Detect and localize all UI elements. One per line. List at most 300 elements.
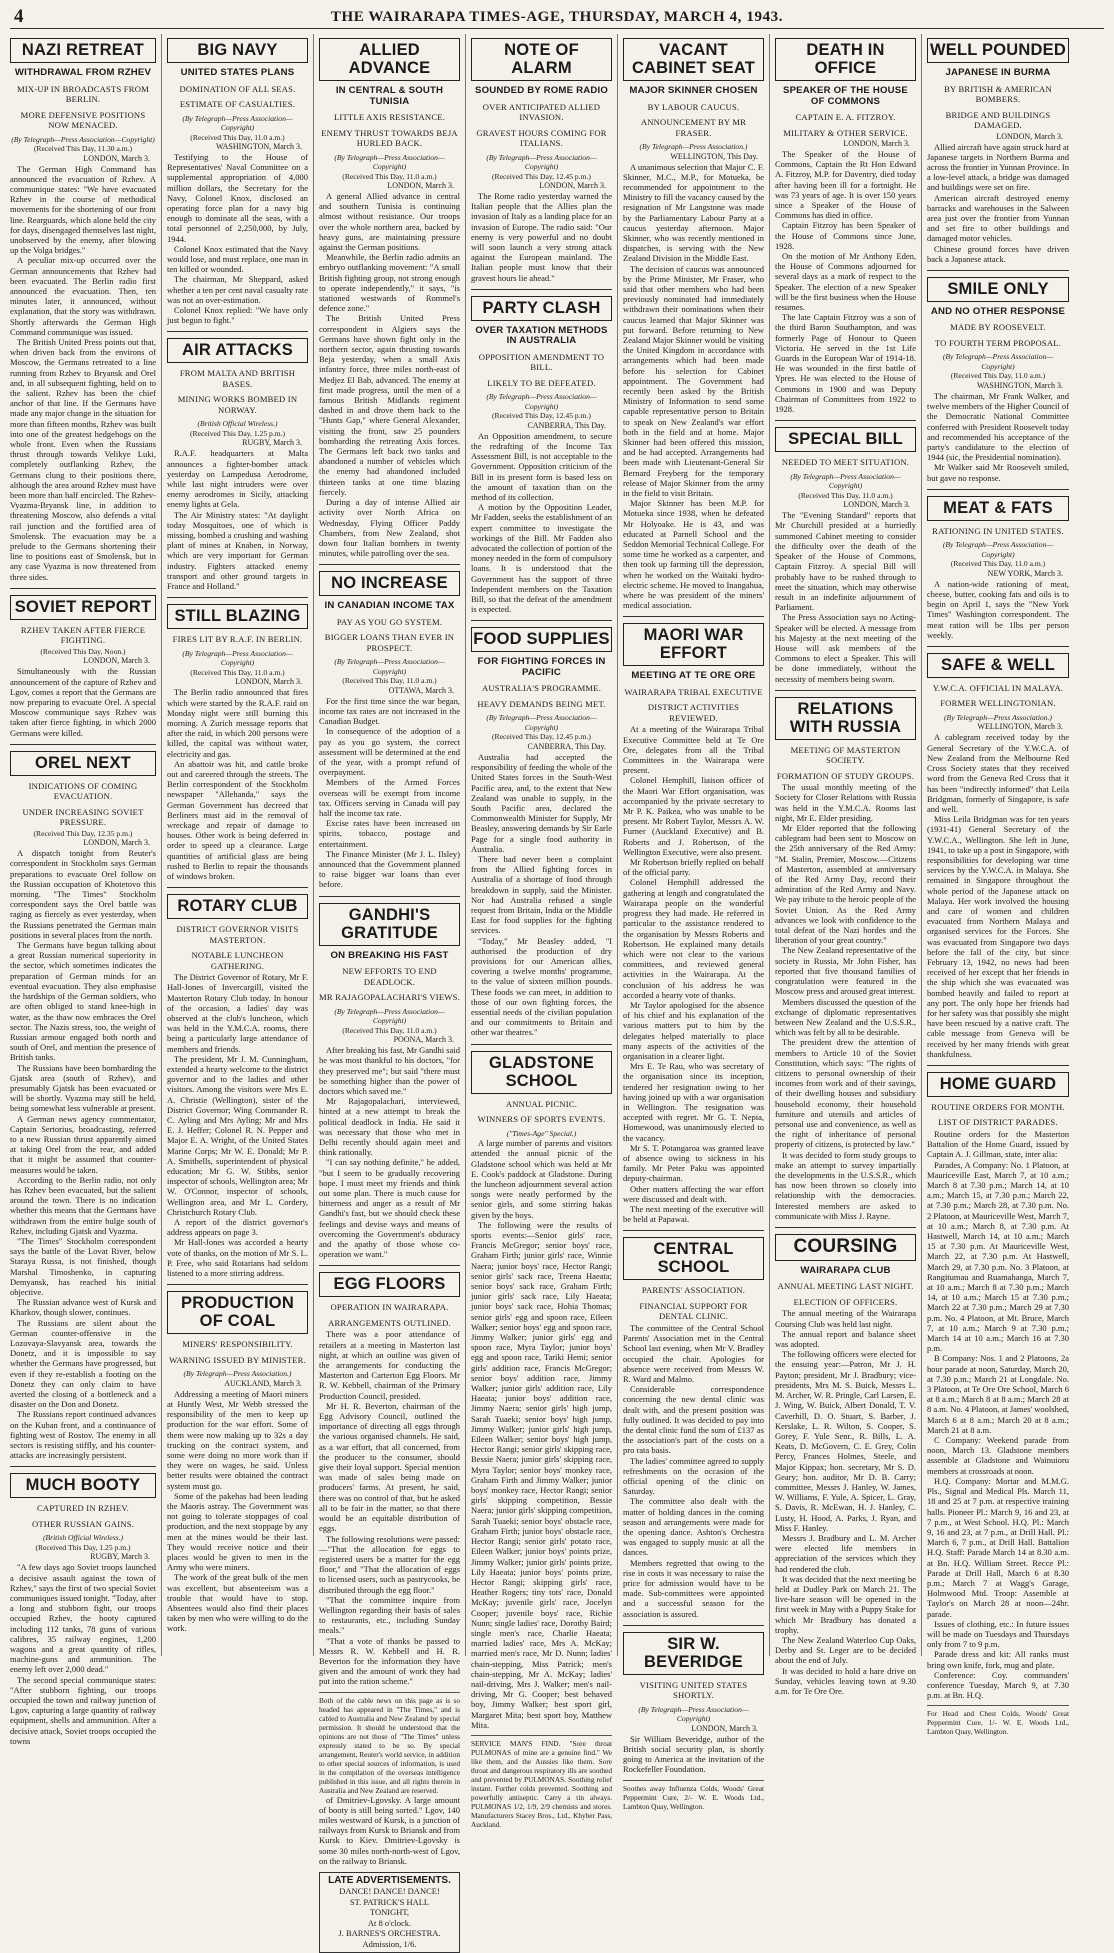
headline: STILL BLAZING (167, 604, 308, 629)
headline: PARTY CLASH (471, 296, 612, 321)
article-paragraph: The Germans have begun talking about a great Russian numerical superiority in the sector, which sometimes indicates the preparation of German minds for an eventual evacuation. They also emphasise the hardships of the German soldiers, who are often obliged to stand knee-high in water, as the thaw now embraces the Orel sector. The Nazis stress, too, the weight of Russian armour engaged both north and south of Orel, and mention the presence of British tanks. (10, 940, 156, 1063)
article-paragraph: The president drew the attention of members to Article 10 of the Soviet Constitution, which says: "The rights of citizens to personal ownership of their incomes from work and of their savings, of their dwelling houses and subsidiary household economy, their household furniture and utensils and articles of personal use and convenience, as well as the right of inheritance of personal property of citizens, is protected by law." (775, 1037, 916, 1150)
dateline: POONA, March 3. (393, 1035, 454, 1045)
divider (167, 1284, 308, 1285)
headline: DEATH IN OFFICE (775, 38, 916, 81)
article-paragraph: Sir William Beveridge, author of the British social security plan, is shortly going to America at the invitation of the Rockefeller Foundation. (623, 1733, 764, 1775)
article-paragraph: The chairman, Mr Sheppard, asked whether a ten per cent naval casualty rate was not an over-estimation. (167, 274, 308, 305)
divider (167, 597, 308, 598)
divider (623, 1230, 764, 1231)
dateline: LONDON, March 3. (387, 181, 454, 190)
article-paragraph: Testifying to the House of Representatives' Naval Committee on a supplemental appropriation of 4,000 million dollars, the Secretary for the Navy, Colonel Knox, disclosed an operating force plan for a navy big enough to dominate all the seas, with a total personnel of 2,250,000, by July, 1944. (167, 152, 308, 244)
article-paragraph: The president, Mr J. M. Cunningham, extended a hearty welcome to the district governor and to the ladies and other visitors. Among the visitors were Mrs E. A. Christie (Wellington), sister of the District Governor; Wing Commander R. C. Ayling and Mrs Ayling; Mr and Mrs E. J. Heffer; Colonel R. N. Pepper and Major E. A. Wright, of the United States Marine Corps; Mr W. E. Donald; Mr P. A. Smithells, superintendent of physical education; Mr G. W. Stibbs, senior inspector of schools, Wellington area; Mr W. O'Connor, inspector of schools, Wellington area, and Mr L. Cordery, Christchurch Rotary Club. (167, 1053, 308, 1217)
article-paragraph: The Russians have been bombarding the Gjatsk area (south of Rzhev), and presumably Gjatsk has been evacuated or will be shortly. Vyazma may still be held, being somewhat less vulnerable at present. (10, 1062, 156, 1114)
subheading: MR RAJAGOPALACHARI'S VIEWS. (319, 992, 460, 1003)
headline: MAORI WAR EFFORT (623, 623, 764, 666)
ad-title: LATE ADVERTISEMENTS. (328, 1874, 451, 1886)
page-number: 4 (14, 6, 24, 27)
ad-line: At 8 o'clock. (367, 1917, 412, 1928)
article-paragraph: Considerable correspondence concerning the new dental clinic was dealt with, and the present position was fully outlined. It was decided to pay into the dental clinic fund the sum of £137 as the association's part of the costs on a pro rata basis. (623, 1384, 764, 1456)
article-paragraph: Meanwhile, the Berlin radio admits an embryo outflanking movement: "A small British fighting group, not strong enough to operate independently," it says, "is stationed westwards of Rommel's defence zone." (319, 252, 460, 314)
headline: COURSING (775, 1234, 916, 1261)
divider (775, 420, 916, 421)
dateline: WASHINGTON, March 3. (215, 142, 302, 151)
article-paragraph: The Air Ministry states: "At daylight today Mosquitoes, one of which is missing, bombed a crushing and washing plant of mines at Knaben, in Norway, which are very important for German industry. Fighters attacked enemy transport and other ground targets in France and Holland." (167, 509, 308, 592)
headline: HOME GUARD (927, 1072, 1069, 1097)
article-paragraph: The annual meeting of the Wairarapa Coursing Club was held last night. (775, 1308, 916, 1329)
article-paragraph: The chairman, Mr Frank Walker, and twelve members of the Higher Council of the Democratic National Committee conferred with President Roosevelt today and recommended his acceptance of the party's candidature to the election of 1944 (sic, the Presidential nomination). (927, 390, 1069, 463)
subheading: FOR FIGHTING FORCES IN PACIFIC (477, 656, 606, 678)
article-paragraph: A dispatch tonight from Reuter's correspondent in Stockholm says German preparations to evacuate Orel follow on the Russian occupation of Khotetovo this morning. "The Times" Stockholm correspondent says the Orel battle was raging as fiercely as ever yesterday, when the Russians penetrated the German main positions in several places from the north. (10, 848, 156, 940)
late-advertisements (319, 1872, 460, 1953)
article-paragraph: After breaking his fast, Mr Gandhi said he was most thankful to his doctors, "for they preserved me"; but said "there must be something higher than the power of doctors which saved me." (319, 1045, 460, 1096)
article-paragraph: During a day of intense Allied air activity over North Africa on Wednesday, Flying Officer Paddy Chambers, from New Zealand, shot down four Italian bombers in twenty minutes, while patrolling over the sea. (319, 497, 460, 559)
article-paragraph: The District Governor of Rotary, Mr F. Hall-Jones of Invercargill, visited the Masterton Rotary Club today. In honour of the occasion, a ladies' day was observed at the club's luncheon, which was held in the Y.M.C.A. rooms, there being a particularly large attendance of members and friends. (167, 972, 308, 1054)
headline: SOVIET REPORT (10, 595, 156, 620)
dateline: LONDON, March 3. (996, 131, 1063, 141)
article-paragraph: The second special communique states: "After stubborn fighting, our troops occupied the town and railway junction of Lgov, capturing a large quantity of railway equipment, shells and ammunition. After a decisive attack, Soviet troops occupied the towns (10, 1674, 156, 1746)
subheading: BRIDGE AND BUILDINGS DAMAGED. (945, 109, 1051, 130)
subheading: LIKELY TO BE DEFEATED. (487, 377, 596, 388)
dateline: WELLINGTON, This Day. (670, 151, 758, 161)
dateline: LONDON, March 3. (691, 1723, 758, 1733)
byline: (By Telegraph—Press Association—Copyright) (11, 134, 155, 144)
subheading: BIGGER LOANS THAN EVER IN PROSPECT. (324, 632, 455, 653)
ad-line: ST. PATRICK'S HALL (349, 1896, 430, 1907)
article-paragraph: A peculiar mix-up occurred over the German announcements that Rzhev had been evacuated. The Berlin radio first announced the evacuation. Then, ten minutes later, it announced, without explanation, that the story was withdrawn. Shortly afterwards the German High Command communique was issued. (10, 255, 156, 337)
column-3 (314, 34, 466, 1949)
article-paragraph: American aircraft destroyed enemy barracks and warehouses in the Salween area just over the frontier from Yunnan and set fire to other buildings and damaged motor vehicles. (927, 192, 1069, 244)
article-paragraph: Other matters affecting the war effort were discussed and dealt with. (623, 1183, 764, 1204)
article-paragraph: Major Skinner has been M.P. for Motueka since 1938, when he defeated Mr Holyoake. He is 43, and was educated at Parnell School and the Seddon Memorial Technical College. For some time he worked as a carpenter, and then took up farming till the depression, when he worked on the Waitaki hydro-electric scheme. He moved to Inangahua, where he was president of the miners' medical association. (623, 498, 764, 611)
column-1 (10, 34, 162, 1746)
article-paragraph: Colonel Knox replied: "We have only just begun to fight." (167, 305, 308, 326)
subheading: SPEAKER OF THE HOUSE OF COMMONS (782, 85, 908, 107)
article-paragraph: The New Zealand Waterloo Cup Oaks, Derby and St. Leger are to be decided about the end of July. (775, 1634, 916, 1666)
dateline: NEW YORK, March 3. (987, 568, 1063, 578)
article-paragraph: Captain Fitzroy has been Speaker of the House of Commons since June, 1928. (775, 220, 916, 251)
article-paragraph: The following were the results of sports events:—Senior girls' race, Francis McGregor; senior boys' race, Graham Firth; junior girls' race, Winnie Naera; junior boys' race, Hector Rangi; senior girls' sack race, Treena Haeata; senior boys' sack race, Graham Firth; junior girls' sack race, Lily Haeata; junior boys' sack race, Hohia Thomas; senior girls' egg and spoon race, Eileen Walker; senior boys' egg and spoon race, Jimmy Walker; junior girls' egg and spoon race, Myra Taylor; junior boys' egg and spoon race, Tariki Hemi; senior girls' addition race, Francis McGregor; senior boys' addition race, Jimmy Walker; junior girls' addition race, Lily Haeata; junior boys' addition race, Jimmy Naera; senior girls' high jump, Sarah Tuaeki; senior boys' high jump, Jimmy Walker; junior girls' high jump, Eileen Walker; senior boys' high jump, Hector Rangi; senior girls' skipping race, Bessie Naera; junior girls' skipping race, Myra Taylor; senior boys' monkey race, Graham Firth and Jimmy Walker; junior boys' monkey race, Hector Rangi; senior girls' skipping competition, Bessie Naera; junior girls' skipping competition, Sarah Tuaeki; senior boys' obstacle race, Graham Firth; junior boys' obstacle race, Hector Rangi; senior girls' potato race, Eileen Walker; junior boys' points prize, Jimmy Walker; junior girls' points prize, Lily Haeata; junior boys' points prize, Hector Rangi; skipping girls' race, Heather Rogers; tiny tots' race, Donald McKay; juvenile girls' race, Jocelyn Cooper; juvenile boys' race, Richie Nunn; single ladies' race, Dorothy Baird; single men's race, Charlie Haeata; married ladies' race, Mrs A. McKay; married men's race, Mr D. Nunn; ladies' chain-stepping, Miss Patrick; men's chain-stepping, Mr A. McKay; ladies' nail-driving, Mrs J. Walker; men's nail-driving, Mr G. Cooper; best behaved boy, Jimmy Walker; best sport girl, Margaret Mita; best sport boy, Matthew Mita. (471, 1219, 612, 1730)
subheading: JAPANESE IN BURMA (945, 67, 1051, 78)
subheading: OVER ANTICIPATED ALLIED INVASION. (482, 101, 601, 122)
byline: (By Telegraph—Press Association.) (944, 712, 1052, 722)
dateline: LONDON, March 3. (83, 838, 150, 848)
article-paragraph: The ladies' committee agreed to supply refreshments on the occasion of the official opening of the clinic on Saturday. (623, 1455, 764, 1497)
subheading: NOTABLE LUNCHEON GATHERING. (191, 950, 284, 971)
dateline: CANBERRA, This Day. (527, 741, 606, 751)
dateline: LONDON, March 3. (539, 181, 606, 190)
subheading: RZHEV TAKEN AFTER FIERCE FIGHTING. (20, 624, 146, 646)
classified-ad: Soothes away Influenza Colds, Woods' Great Peppermint Cure, 2/- W. E. Woods Ltd., Lambton Quay, Wellington. (623, 1780, 764, 1811)
column-4 (466, 34, 618, 1829)
subheading: INDICATIONS OF COMING EVACUATION. (28, 780, 138, 802)
article-paragraph: The New Zealand representative of the society in Russia, Mr John Fisher, has reported that five thousand families of congratulation were featured in the Moscow press and aroused great interest. (775, 945, 916, 997)
dateline: OTTAWA, March 3. (388, 685, 454, 695)
byline: (By Telegraph—Press Association—Copyright) (334, 1006, 445, 1026)
article-paragraph: Issues of clothing, etc.: In future issues will be made on Tuesdays and Thursdays only from 7 to 9 p.m. (927, 1618, 1069, 1650)
received-time: (Received This Day, 11.0 a.m.) (190, 667, 285, 677)
article-paragraph: The Berlin radio announced that fires which were started by the R.A.F. raid on Monday night were still burning this morning. A Zurich message reports that after the raid, in which 200 persons were killed, the capital was without water, electricity and gas. (167, 687, 308, 759)
dateline: WELLINGTON, March 3. (977, 722, 1063, 732)
article-paragraph: The usual monthly meeting of the Society for Closer Relations with Russia was held in the Y.M.C.A. Rooms last night, Mr E. Elder presiding. (775, 782, 916, 823)
dateline: WASHINGTON, March 3. (976, 380, 1063, 390)
article-paragraph: The Russians are silent about the German counter-offensive in the Lozovaya-Slavyansk area, towards the Donetz, and it is impossible to say whether the Germans have progressed, but even if they re-establish a footing on the Donetz they can only claim to have averted the closing of a bottleneck and a disaster on the Don and Donetz. (10, 1317, 156, 1410)
subheading: OPPOSITION AMENDMENT TO BILL. (478, 351, 605, 373)
subheading: IN CANADIAN INCOME TAX (324, 600, 455, 612)
byline: (By Telegraph—Press Association—Copyright) (334, 152, 445, 171)
subheading: FORMER WELLINGTONIAN. (940, 698, 1056, 709)
article-paragraph: At a meeting of the Wairarapa Tribal Executive Committee held at Te Ore Ore, delegates from all the Tribal Committees in the Wairarapa were present. (623, 724, 764, 776)
article-paragraph: Excise rates have been increased on spirits, tobacco, postage and entertainment. (319, 818, 460, 849)
article-paragraph: The committee of the Central School Parents' Association met in the Central School last evening, when Mr V. Bradley occupied the chair. Apologies for absence were received from Messrs W. R. Ward and Malmo. (623, 1322, 764, 1384)
article-paragraph: Messrs J. Bradbury and L. M. Archer were elected life members in appreciation of the services which they had rendered the club. (775, 1532, 916, 1574)
article-paragraph: It was decided to hold a hare drive on Sunday, vehicles leaving town at 9.30 a.m. for Te Ore Ore. (775, 1665, 916, 1696)
headline: CENTRAL SCHOOL (623, 1237, 764, 1280)
article-paragraph: H.Q. Company: Mortar and M.M.G. Pls., Signal and Medical Pls. March 11, 18 and 25 at 7 p.m. at respective training halls. Pioneer Pl.: March 9, 16 and 23, at 7 p.m., at West School. H.Q. Pl.: March 9, 16 and 23, at 7 p.m., at Drill Hall. Pl.: March 6, 7 p.m., at Drill Hall. Battalion H.Q. Staff: Parade March 14 at 8.30 a.m. at Bn. H.Q. William Street. Recce Pl.: Parade at Drill Hall, March 6 at 8.30 p.m.; March 7 at Wagg's Garage, Holmwood Mtd. Troop: Assemble at Taylor's on March 28 at noon—24hr. parade. (927, 1475, 1069, 1619)
received-time: (Received This Day, 12.45 p.m.) (492, 171, 591, 181)
divider (10, 1466, 156, 1467)
article-paragraph: According to the Berlin radio, not only has Rzhev been evacuated, but the salient around the town. There is no indication whether this means that the Germans have withdrawn from the entire bulge south of Rzhev, including Gjatsk and Vyazma. (10, 1174, 156, 1236)
dateline: RUGBY, March 3. (90, 1552, 150, 1562)
article-paragraph: It was decided that the next meeting be held at Dudley Park on March 21. The live-hare season will be opened in the first week in May with a Puppy Stake for which Mr Bradbury has donated a trophy. (775, 1573, 916, 1635)
byline: ("Times-Age" Special.) (506, 1128, 577, 1138)
article-paragraph: The annual report and balance sheet was adopted. (775, 1328, 916, 1350)
divider (319, 896, 460, 897)
divider (471, 1044, 612, 1045)
article-paragraph: C Company: Weekend parade from noon, March 13. Gladstone members assemble at Gladstone and Wainuioru members at crossroads at noon. (927, 1435, 1069, 1476)
divider (927, 270, 1069, 271)
subheading: CAPTURED IN RZHEV. (36, 1503, 129, 1514)
received-time: (Received This Day, 12.45 p.m.) (492, 732, 591, 742)
headline: WELL POUNDED (927, 38, 1069, 63)
divider (10, 588, 156, 589)
headline: MEAT & FATS (927, 496, 1069, 521)
divider (167, 887, 308, 888)
subheading: ELECTION OF OFFICERS. (793, 1296, 898, 1307)
cable-notice: Both of the cable news on this page as is so headed has appeared in "The Times," and is cabled to Australia and New Zealand by special permission. It should be understood that the opinions are not those of "The Times" unless expressly stated to be so. By special arrangement, Reuter's world service, in addition to other special sources of information, is used in the compilation of the overseas intelligence published in this issue, and all rights therein in Australia and New Zealand are reserved. (319, 1692, 460, 1795)
divider (319, 564, 460, 565)
byline: (By Telegraph—Press Association—Copyright) (182, 648, 293, 668)
article-paragraph: A nation-wide rationing of meat, cheese, butter, cooking fats and oils is to begin on April 1, says the "New York Times" Washington correspondent. The meat ration will be 1lbs per person weekly. (927, 578, 1069, 640)
subheading: MILITARY & OTHER SERVICE. (783, 127, 908, 138)
received-time: (Received This Day, 11.0 a.m.) (190, 132, 285, 142)
article-paragraph: Chinese ground forces have driven back a Japanese attack. (927, 243, 1069, 264)
subheading: MADE BY ROOSEVELT. (950, 322, 1046, 333)
subheading: BY BRITISH & AMERICAN BOMBERS. (944, 83, 1052, 104)
dateline: AUCKLAND, March 3. (224, 1378, 302, 1388)
newspaper-title: THE WAIRARAPA TIMES-AGE, THURSDAY, MARCH 4, 1943. (330, 8, 784, 25)
received-time: (Received This Day, 11.30 a.m.) (33, 144, 133, 153)
article-paragraph: An abattoir was hit, and cattle broke out and careered through the streets. The Berlin correspondent of the Stockholm newspaper "Allehanda," says the German Government has decreed that Berliners must aid in the removal of wreckage and repair of damage to houses. Other work is being deferred in order to speed up a clearance. Large quantities of artificial glass are being rushed to Berlin to repair the thousands of windows broken. (167, 758, 308, 881)
dateline: LONDON, March 3. (843, 500, 910, 510)
subheading: VISITING UNITED STATES SHORTLY. (639, 1679, 748, 1701)
subheading: MINING WORKS BOMBED IN NORWAY. (177, 394, 298, 415)
headline: VACANT CABINET SEAT (623, 38, 764, 81)
dateline: LONDON, March 3. (83, 656, 150, 666)
article-paragraph: Mr Walker said Mr Roosevelt smiled, but gave no response. (927, 462, 1069, 483)
article-paragraph: Members discussed the question of the exchange of diplomatic representatives between New Zealand and the U.S.S.R., which was felt by all to be desirable. (775, 996, 916, 1038)
article-paragraph: Parade dress and kit: All ranks must bring own knife, fork, mug and plate. (927, 1649, 1069, 1670)
classified-ad: For Head and Chest Colds, Woods' Great Peppermint Cure, 1/- W. E. Woods Ltd., Lambton Quay, Wellington. (927, 1705, 1069, 1736)
article-paragraph: Mr Rajagopalachari, interviewed, hinted at a new attempt to break the political deadlock in India. He said it was necessary that those who met in Delhi recently should again meet and think rationally. (319, 1096, 460, 1158)
headline: MUCH BOOTY (10, 1473, 156, 1498)
article-paragraph: Miss Leila Bridgman was for ten years (1931-41) General Secretary of the Y.W.C.A., Wellington. She left in June, 1941, to take up a post in Singapore, with responsibilities for developing war time services by the Y.W.C.A. in Malaya. She remained in Singapore throughout the whole period of the Japanese attack on Malaya. Her work involved the housing and care of women and children evacuated from Northern Malaya and organised services for the Forces. She was evacuated from Singapore two days before the fall of the city, but since February 13, 1942, no news had been received of her except that her friends in the ship which she was evacuated was bombed heavily and failed to report at any port. The only hope her friends had for her safety was that possibly she might have been rescued by a native craft. The cable message from Geneva will be received by her many friends with great thankfulness. (927, 814, 1069, 1059)
headline: FOOD SUPPLIES (471, 627, 612, 652)
dateline: LONDON, March 3. (235, 677, 302, 687)
subheading: LIST OF DISTRICT PARADES. (938, 1117, 1058, 1128)
subheading: MORE DEFENSIVE POSITIONS NOW MENACED. (20, 109, 146, 130)
subheading: RATIONING IN UNITED STATES. (932, 525, 1064, 536)
article-paragraph: On the motion of Mr Anthony Eden, the House of Commons adjourned for several days as a mark of respect to the Speaker. The election of a new Speaker will be the first business when the House resumes. (775, 251, 916, 313)
article-paragraph: Colonel Knox estimated that the Navy would lose, and must replace, one man in ten killed or wounded. (167, 243, 308, 275)
classified-ad: SERVICE MAN'S FIND. "Sore throat PULMONAS of mine are a genuine find." We like them, and the Aussies like them. Sore throat and dangerous respiratory ills are soothed and prevented by PULMONAS. Soothing relief instant. Further colds prevented. Soothing and powerfully antiseptic. Carry a tin always. PULMONAS 1/2, 1/9, 2/9 chemists and stores. Manufacturers Stacey Bros., Ltd., Khyber Pass, Auckland. (471, 1735, 612, 1829)
article-paragraph: In consequence of the adoption of a pay as you go system, the correct assessment will be determined at the end of the year, with a prompt refund of overpayment. (319, 726, 460, 778)
subheading: DISTRICT GOVERNOR VISITS MASTERTON. (176, 924, 299, 945)
headline: SIR W. BEVERIDGE (623, 1632, 764, 1675)
headline: NAZI RETREAT (10, 38, 156, 63)
article-paragraph: An Opposition amendment, to secure the redrafting of the Income Tax Assessment Bill, is not acceptable to the Government. Opposition criticism of the Bill in its present form is based less on the amount of taxation than on the method of its collection. (471, 430, 612, 503)
divider (471, 620, 612, 621)
subheading: Y.W.C.A. OFFICIAL IN MALAYA. (932, 682, 1064, 693)
article-paragraph: Some of the pakehas had been leading the Maoris astray. The Government was not going to tolerate stoppages of coal production, and the next stoppage by any men at the mines would be their last. They would receive notice and their places would be given to men in the Army who were miners. (167, 1490, 308, 1573)
headline: NOTE OF ALARM (471, 38, 612, 81)
subheading: DISTRICT ACTIVITIES REVIEWED. (647, 702, 740, 723)
article-paragraph: The late Captain Fitzroy was a son of the third Baron Southampton, and was formerly Page of Honour to Queen Victoria. He served in the 1st Life Guards in the European War of 1914-18. He was wounded in the first battle of Ypres. He was elected to the House of Commons in 1900 and was Deputy Chairman of Committees from 1922 to 1928. (775, 312, 916, 415)
subheading: UNDER INCREASING SOVIET PRESSURE. (22, 806, 144, 828)
ad-line: Admission, 1/6. (362, 1938, 417, 1949)
divider (10, 744, 156, 745)
subheading: UNITED STATES PLANS (180, 67, 295, 78)
article-paragraph: "That the committee inquire from Wellington regarding their basis of sales to restaurants, etc., including Sunday meals." (319, 1594, 460, 1636)
byline: (By Telegraph—Press Association—Copyright) (486, 152, 597, 171)
subheading: ANNOUNCEMENT BY MR FRASER. (640, 117, 747, 138)
subheading: MEETING AT TE ORE ORE (631, 670, 756, 682)
article-paragraph: There was a poor attendance of retailers at a meeting in Masterton last night, at which an outline was given of the arrangements for conducting the Masterton and Carterton Egg Floors. Mr R. W. Kebbell, chairman of the Primary Production Council, presided. (319, 1329, 460, 1401)
article-paragraph: The Finance Minister (Mr J. L. Ilsley) announced that the Government planned to raise bigger war loans than ever before. (319, 848, 460, 890)
subheading: CAPTAIN E. A. FITZROY. (795, 112, 896, 122)
article-paragraph: A unanimous selection that Major C. F. Skinner, M.C., M.P., for Motueka, be recommended for appointment to the Ministry to fill the vacancy caused by the resignation of Mr Langstone was made by the Parliamentary Labour Party at a caucus yesterday afternoon. Major Skinner, who was recently mentioned in dispatches, is serving with the New Zealand Division in the Middle East. (623, 161, 764, 264)
headline: BIG NAVY (167, 38, 308, 63)
headline: ALLIED ADVANCE (319, 38, 460, 81)
subheading: ENEMY THRUST TOWARDS BEJA HURLED BACK. (321, 127, 458, 148)
continued-paragraph: of Dmitriev-Lgovsky. A large amount of booty is still being sorted." Lgov, 140 miles westward of Kursk, is a junction of railways from Kursk to Briansk and from Kursk to Kiev. Dmitriev-Lgovsky is some 30 miles north-north-west of Lgov, on the railway to Briansk. (319, 1794, 460, 1866)
dateline: CANBERRA, This Day. (527, 420, 606, 430)
divider (471, 289, 612, 290)
subheading: FIRES LIT BY R.A.F. IN BERLIN. (172, 634, 303, 645)
headline: ROTARY CLUB (167, 894, 308, 919)
subheading: BY LABOUR CAUCUS. (647, 101, 740, 112)
byline: (By Telegraph—Press Association.) (639, 142, 748, 151)
subheading: NEW EFFORTS TO END DEADLOCK. (342, 966, 437, 987)
byline: (By Telegraph—Press Association—Copyright) (942, 540, 1054, 559)
subheading: MINERS' RESPONSIBILITY. (182, 1339, 293, 1350)
headline: SMILE ONLY (927, 277, 1069, 302)
subheading: WITHDRAWAL FROM RZHEV (14, 67, 152, 78)
subheading: MAJOR SKINNER CHOSEN (629, 85, 758, 96)
columns (10, 34, 1104, 1949)
article-paragraph: R.A.F. headquarters at Malta announces a fighter-bomber attack yesterday on Lampedusa Aerodrome, while last night intruders were over enemy aerodromes in Sicily, attacking enemy lights at Gela. (167, 448, 308, 510)
subheading: WINNERS OF SPORTS EVENTS. (477, 1114, 606, 1125)
divider (775, 1227, 916, 1228)
subheading: AUSTRALIA'S PROGRAMME. (481, 683, 602, 694)
subheading: OVER TAXATION METHODS IN AUSTRALIA (475, 324, 608, 347)
article-paragraph: The Press Association says no Acting-Speaker will be elected. A message from his Majesty at the next meeting of the House will ask members of the Commons to elect a Speaker. This will be done immediately, without the necessity of members being sworn. (775, 612, 916, 684)
headline: OREL NEXT (10, 751, 156, 776)
article-paragraph: Mr Hall-Jones was accorded a hearty vote of thanks, on the motion of Mr S. L. P. Free, who said Rotarians had seldom listened to a more stirring address. (167, 1237, 308, 1279)
article-paragraph: A motion by the Opposition Leader, Mr Fadden, seeks the establishment of an expert committee to investigate the workings of the Bill. Mr Fadden also advocated the collection of portion of the money needed in the form of compulsory loans. It is understood that the Government has the support of three Independent members on the Taxation Bill, so that the defeat of the amendment is expected. (471, 502, 612, 615)
subheading: FORMATION OF STUDY GROUPS. (776, 770, 915, 781)
subheading: FROM MALTA AND BRITISH BASES. (179, 368, 296, 389)
article-paragraph: Conference: Coy. commanders' conference Tuesday, March 9, at 7.30 p.m. at Bn. H.Q. (927, 1669, 1069, 1701)
article-paragraph: Mr Robertson briefly replied on behalf of the official party. (623, 857, 764, 878)
article-paragraph: Members regretted that owing to the rise in costs it was necessary to raise the price for admission would have to be made. Sub-committees were appointed and a successful season for the association is assured. (623, 1557, 764, 1619)
article-paragraph: Routine orders for the Masterton Battalion of the Home Guard, issued by Captain A. J. Gillman, state, inter alia: (927, 1128, 1069, 1160)
article-paragraph: The British United Press correspondent in Algiers says the Germans have shown fight only in the northern sector, again thrusting towards Beja yesterday, when a small Axis infantry force, three miles north-east of Medjez El Bab, advanced. The enemy at first made progress, until the men of a famous British Midlands regiment dashed in and drove them back to the "Hunts Gap," where General Alexander, visiting the front, saw 25 pounders bombarding the retreating Axis forces. The Germans left back two tanks and abandoned a number of vehicles which the enemy had abandoned included thirteen tanks at one time blazing fiercely. (319, 313, 460, 497)
received-time: (Received This Day, 11.0 a.m.) (342, 171, 437, 181)
headline: EGG FLOORS (319, 1272, 460, 1297)
subheading: OTHER RUSSIAN GAINS. (31, 1518, 135, 1529)
article-paragraph: Colonel Hemphill addressed the gathering at length and congratulated the Wairarapa people on the wonderful progress they had made. He referred in particular to the assistance rendered to the organisation by Messrs Roberts and Robertson. He explained many details which were not clear to the various committees, and reviewed general activities in the Wairarapa. At the conclusion of his address he was accorded a hearty vote of thanks. (623, 877, 764, 1000)
received-time: (Received This Day, Noon.) (40, 646, 126, 656)
article-paragraph: A cablegram received today by the General Secretary of the Y.W.C.A. of New Zealand from the Melbourne Red Cross Society states that they received word from the Geneva Red Cross that it has been "indirectly informed" that Leila Bridgman, formerly of Singapore, is safe and well. (927, 732, 1069, 814)
article-paragraph: Allied aircraft have again struck hard at Japanese targets in Northern Burma and across the frontier in Yunnan Province. In a low-level attack, a bridge was damaged and buildings were set on fire. (927, 141, 1069, 193)
article-paragraph: "The Times" Stockholm correspondent says the battle of the Lovat River, below Staraya Russa, is not finished, though Marshal Timoshenko, in capturing Demyansk, has reached his initial objective. (10, 1235, 156, 1297)
article-paragraph: A report of the district governor's address appears on page 3. (167, 1217, 308, 1238)
byline: (By Telegraph—Press Association—Copyright) (486, 713, 597, 732)
subheading: GRAVEST HOURS COMING FOR ITALIANS. (476, 127, 607, 148)
headline: SPECIAL BILL (775, 427, 916, 452)
subheading: ESTIMATE OF CASUALTIES. (179, 99, 296, 109)
byline: (By Telegraph—Press Association.) (183, 1369, 292, 1379)
article-paragraph: Mr H. R. Beverton, chairman of the Egg Advisory Council, outlined the importance of directing all eggs through the various organised channels. He said, as a war effort, that all concerned, from the producer to the consumer, should give their loyal support. Special mention was made of sales being made on producers' farms. At present, he said, there was no control of that, but he asked all to be fair in the matter, so that there would be an equitable distribution of eggs. (319, 1400, 460, 1534)
subheading: LITTLE AXIS RESISTANCE. (333, 112, 446, 122)
subheading: TO FOURTH TERM PROPOSAL. (934, 337, 1062, 348)
subheading: NEEDED TO MEET SITUATION. (781, 457, 910, 468)
subheading: WAIRARAPA TRIBAL EXECUTIVE (624, 686, 763, 697)
subheading: DOMINATION OF ALL SEAS. (179, 83, 296, 94)
article-paragraph: The Russians report continued advances on the Kuban front, and a continuance of fighting west of Rostov. The enemy in all sectors is resisting stiffly, and his counter-attacks are increasingly persistent. (10, 1409, 156, 1461)
received-time: (Received This Day, 11.0 a.m.) (342, 1025, 437, 1035)
article-paragraph: The British United Press points out that, when driven back from the environs of Moscow, the Germans retreated to a line running from Rzhev to Bryansk and Orel and, in all subsequent fighting, held on to the salient. Rzhev has been the chief anchor of that line. If the Germans have made any major change in the situation for more than fifteen months, Rzhev was built into one of the greatest hedgehogs on the whole front. Even when the Russians thrust through towards Velikye Luki, completely outflanking Rzhev, the Germans clung to their positions there, although the area around Rzhev must have been more than half encircled. The Rzhev-Vyazma-Bryansk line, in addition to threatening Moscow, also defends a vital rail junction and the fortified area of Smolensk. The evacuation may be a prelude to the Germans shortening their line to positions east of Smolensk, but in any case Vyazma is now threatened from three sides. (10, 336, 156, 582)
article-paragraph: The Rome radio yesterday warned the Italian people that the Allies plan the invasion of Italy as a landing place for an invasion of Europe. The radio said: "Our enemy is very powerful and no doubt will soon launch a very strong attack against the European mainland. The Italian people must know that their gravest hours lie ahead." (471, 191, 612, 283)
masthead (10, 6, 1104, 29)
subheading: ANNUAL PICNIC. (505, 1098, 578, 1109)
article-paragraph: The German High Command has announced the evacuation of Rzhev. A communique states: "We have evacuated Rzhev in the course of methodical movements for the shortening of our front line. Rearguards, which alone held the city for days, disengaged themselves last night, unobserved by the enemy, after blowing up the Volga bridges." (10, 163, 156, 256)
byline: (By Telegraph—Press Association—Copyright) (334, 657, 445, 676)
column-7 (922, 34, 1074, 1737)
article-paragraph: "A few days ago Soviet troops launched a decisive assault against the town of Rzhev," says the first of two special Soviet communiques issued tonight. "Today, after a long and stubborn fight, our troops occupied Rzhev, the booty captured including 112 tanks, 78 guns of various calibres, 35 railway engines, 1,200 wagons and a great quantity of rifles, machine-guns and ammunition. The enemy left over 2,000 dead." (10, 1562, 156, 1675)
article-paragraph: The next meeting of the executive will be held at Papawai. (623, 1203, 764, 1225)
article-paragraph: A large number of parents and visitors attended the annual picnic of the Gladstone school which was held at Mr E. Cook's paddock at Gladstone. During the luncheon adjournment several action songs were neatly performed by the senior girls, and some stirring hakas given by the boys. (471, 1138, 612, 1220)
headline: GANDHI'S GRATITUDE (319, 903, 460, 946)
article-paragraph: The decision of caucus was announced by the Prime Minister, Mr Fraser, who said that other members who had been previously nominated had immediately withdrawn their nominations when their caucus learned that Major Skinner was put forward. Before returning to New Zealand Major Skinner would be visiting the United Kingdom in accordance with arrangements which had been made before his selection for Cabinet appointment. The Government had recently been asked by the British Ministry of Information to send some capable representative person to Britain to speak on New Zealand's war effort both in the field and at home. Major Skinner had been offered this mission, and he had accepted. Arrangements had been made with Lieutenant-General Sir Bernard Freyberg for the temporary release of Major Skinner from the army in the field to visit Britain. (623, 263, 764, 498)
divider (167, 331, 308, 332)
received-time: (Received This Day, 11.0 a.m.) (342, 676, 437, 686)
divider (623, 1625, 764, 1626)
article-paragraph: B Company: Nos. 1 and 2 Platoons, 2a hour parade at noon, Saturday, March 20, at 7.30 p.m.; March 21 at Longdale. No. 3 Platoon, at Te Ore Ore School, March 6 at 8 a.m.; March 8 at 8 a.m.; March 28 at 8 a.m. No. 4 Platoon, at James' woolshed, March 6 at 8 a.m.; March 20 at 8 a.m.; March 21 at 8 a.m. (927, 1353, 1069, 1435)
headline: NO INCREASE (319, 571, 460, 596)
subheading: OPERATION IN WAIRARAPA. (330, 1302, 449, 1313)
received-time: (Received This Day, 1.25 p.m.) (35, 1542, 131, 1552)
divider (775, 690, 916, 691)
subheading: AND NO OTHER RESPONSE (930, 305, 1066, 317)
headline: RELATIONS WITH RUSSIA (775, 697, 916, 740)
article-paragraph: Mr Taylor apologised for the absence of his chief and his explanation of the various matters put to him by the delegates helped materially to place many aspects of the activities of the organisation in a clearer light. (623, 999, 764, 1061)
headline: PRODUCTION OF COAL (167, 1291, 308, 1334)
article-paragraph: "I can say nothing definite," he added, "but I seem to be gradually recovering hope. I must meet my friends and think out some plan. There is much cause for bitterness and anger as a result of Mr Gandhi's fast, but we should check these feelings and devise ways and means of overcoming the Government's obduracy and the apathy of those whose co-operation we want." (319, 1157, 460, 1260)
subheading: MIX-UP IN BROADCASTS FROM BERLIN. (17, 83, 149, 104)
byline: (By Telegraph—Press Association—Copyright) (638, 1704, 749, 1724)
dateline: RUGBY, March 3. (242, 438, 302, 448)
article-paragraph: The committee also dealt with the matter of holding dances in the coming season and arrangements were made for the opening dance. Ashton's Orchestra was engaged to supply music at all the dances. (623, 1496, 764, 1558)
headline: GLADSTONE SCHOOL (471, 1051, 612, 1094)
subheading: ANNUAL MEETING LAST NIGHT. (777, 1281, 914, 1292)
subheading: IN CENTRAL & SOUTH TUNISIA (335, 85, 444, 107)
subheading: SOUNDED BY ROME RADIO (474, 85, 609, 96)
article-paragraph: Australia had accepted the responsibility of feeding the whole of the United States forces in the South-West Pacific area, and, to the extent that New Zealand was unable to supply, in the South Pacific area, declared the Commonwealth Minister for Supply, Mr Beasley, answering demands by Sir Earle Page for a single food authority in Australia. (471, 751, 612, 854)
article-paragraph: Mr Elder reported that the following cablegram had been sent to Moscow on the 25th anniversary of the Red Army: "M. Stalin, Premier, Moscow.—Citizens of Masterton, assembled at anniversary of the Red Army Day, record their admiration of the Red Army and Navy. We pay tribute to the heroic people of the Soviet Union. As the Red Army advances we look with confidence to the total defeat of the Nazi hordes and the liberation of your great country." (775, 823, 916, 946)
article-paragraph: The following resolutions were passed:—"That the allocation for eggs to registered users be a matter for the egg floor," and "That the allocation of eggs to licensed users, such as pastrycooks, be distributed through the egg floor." (319, 1533, 460, 1595)
article-paragraph: A German news agency commentator, Captain Sertorius, broadcasting, referred to a new Russian thrust apparently aimed at taking Orel from the rear, and added that it might be assumed that counter-measures would be taken. (10, 1113, 156, 1175)
article-paragraph: The work of the great bulk of the men was excellent, but absenteeism was a trouble that would have to stop. Absentees would also find their places taken by men who were willing to do the work. (167, 1572, 308, 1634)
article-paragraph: Parades, A Company: No. 1 Platoon, at Mauriceville East, March 7, at 10 a.m.; March 8 at 7.30 p.m.; March 14, at 10 a.m.; March 15, at 7.30 p.m.; March 22, at 7.30 p.m.; March 28, at 7.30 p.m. No. 2 Platoon, at Mauriceville West, March 7, at 10 a.m.; March 8, at 7.30 p.m. At Hastwell, March 14, at 10 a.m.; March 15 at 7.30 p.m. At Mauriceville West, March 22, at 7.30 p.m. At Hastwell, March 29, at 7.30 p.m. No. 3 Platoon, at Rangitumau and Ruamahanga, March 7, at 10 a.m.; March 8 at 7.30 p.m.; March 14, at 10 a.m.; March 15 at 7.30 p.m.; March 22 at 7.30 p.m.; March 29 at 7.30 p.m. No. 4 Platoon, at Mt. Bruce, March 7, at 10 a.m.; March 9 at 7.30 p.m.; March 14 at 10 a.m.; March 16 at 7.30 p.m. (927, 1159, 1069, 1354)
subheading: ROUTINE ORDERS FOR MONTH. (931, 1101, 1065, 1112)
ad-line: TONIGHT, (369, 1907, 410, 1918)
divider (927, 646, 1069, 647)
article-paragraph: Addressing a meeting of Maori miners at Huntly West, Mr Webb stressed the responsibility of the men to keep up production for the war effort. Some of them were now making up to 32s a day trucking on the contract system, and some were doing no more work than if they were on wages, he said. Unless better results were obtained the contract system must go. (167, 1388, 308, 1491)
article-paragraph: Mr S. T. Potangaroa was granted leave of absence owing to sickness in his family. Mr Peter Paku was appointed deputy-chairman. (623, 1142, 764, 1184)
article-paragraph: "That a vote of thanks be passed to Messrs R. W. Kebbell and H. R. Beverton for the information they have given and the amount of work they had put into the ration scheme." (319, 1635, 460, 1687)
column-6 (770, 34, 922, 1696)
byline: (By Telegraph—Press Association—Copyright) (486, 392, 597, 411)
subheading: PAY AS YOU GO SYSTEM. (336, 616, 443, 627)
received-time: (Received This Day, 11.0 a.m.) (798, 490, 893, 500)
ad-line: J. BARNES'S ORCHESTRA. (338, 1928, 441, 1939)
article-paragraph: There had never been a complaint from the Allied fighting forces in Australia of a shortage of food through breakdown in supply, said the Minister. Nor had Australia refused a single request from Britain, India or the Middle East for food supplies for the fighting services. (471, 854, 612, 936)
byline: (By Telegraph—Press Association—Copyright) (182, 113, 293, 132)
subheading: HEAVY DEMANDS BEING MET. (477, 698, 606, 709)
article-paragraph: A general Allied advance in central and southern Tunisia is continuing almost without resistance. Our troops over the whole northern area, backed by heavy guns, are maintaining pressure against the German positions. (319, 191, 460, 253)
divider (319, 1265, 460, 1266)
dateline: LONDON, March 3. (843, 139, 910, 148)
column-2 (162, 34, 314, 1656)
subheading: WARNING ISSUED BY MINISTER. (169, 1354, 306, 1365)
received-time: (Received This Day, 11.0 a.m.) (950, 559, 1046, 569)
article-paragraph: It was decided to form study groups to make an attempt to survey impartially the developments in the U.S.S.R., which has now been thrown so closely into relationship with the democracies. Interested members are asked to communicate with Miss J. Rayne. (775, 1149, 916, 1221)
article-paragraph: The "Evening Standard" reports that Mr Churchill presided at a hurriedly summoned Cabinet meeting to consider the difficulty over the death of the Speaker of the House of Commons, Captain Fitzroy. A special Bill will probably have to be rushed through to meet the situation, which may otherwise result in an indefinite adjournment of Parliament. (775, 510, 916, 613)
received-time: (Received This Day, 12.35 p.m.) (33, 828, 133, 838)
subheading: PARENTS' ASSOCIATION. (641, 1285, 746, 1296)
divider (927, 489, 1069, 490)
dateline: LONDON, March 3. (83, 153, 150, 163)
article-paragraph: Mrs E. Te Rau, who was secretary of the organisation since its inception, tendered her resignation owing to her having joined up with a war organisation in Wellington. The resignation was accepted with regret. Mr G. T. Nepia, Homewood, was unanimously elected to the vacancy. (623, 1061, 764, 1143)
subheading: MEETING OF MASTERTON SOCIETY. (790, 744, 901, 766)
divider (623, 616, 764, 617)
byline: (British Official Wireless.) (42, 1533, 124, 1543)
headline: AIR ATTACKS (167, 338, 308, 363)
byline: (By Telegraph—Press Association—Copyright) (942, 352, 1054, 371)
article-paragraph: The Speaker of the House of Commons, Captain the Rt Hon Edward A. Fitzroy, M.P. for Daventry, died today after having been ill for a fortnight. He was 73 years of age. It is over 150 years since a Speaker of the House of Commons has died in office. (775, 149, 916, 221)
article-paragraph: The Russian advance west of Kursk and Kharkov, though slower, continues. (10, 1297, 156, 1318)
article-paragraph: Members of the Armed Forces overseas will be exempt from income tax. Officers serving in Canada will pay half the income tax rate. (319, 777, 460, 819)
subheading: FINANCIAL SUPPORT FOR DENTAL CLINIC. (639, 1300, 748, 1322)
subheading: ON BREAKING HIS FAST (330, 949, 449, 961)
headline: SAFE & WELL (927, 653, 1069, 678)
received-time: (Received This Day, 12.45 p.m.) (492, 411, 591, 421)
received-time: (Received This Day, 1.25 p.m.) (189, 428, 286, 438)
column-5 (618, 34, 770, 1811)
byline: (By Telegraph—Press Association—Copyright) (790, 471, 901, 491)
